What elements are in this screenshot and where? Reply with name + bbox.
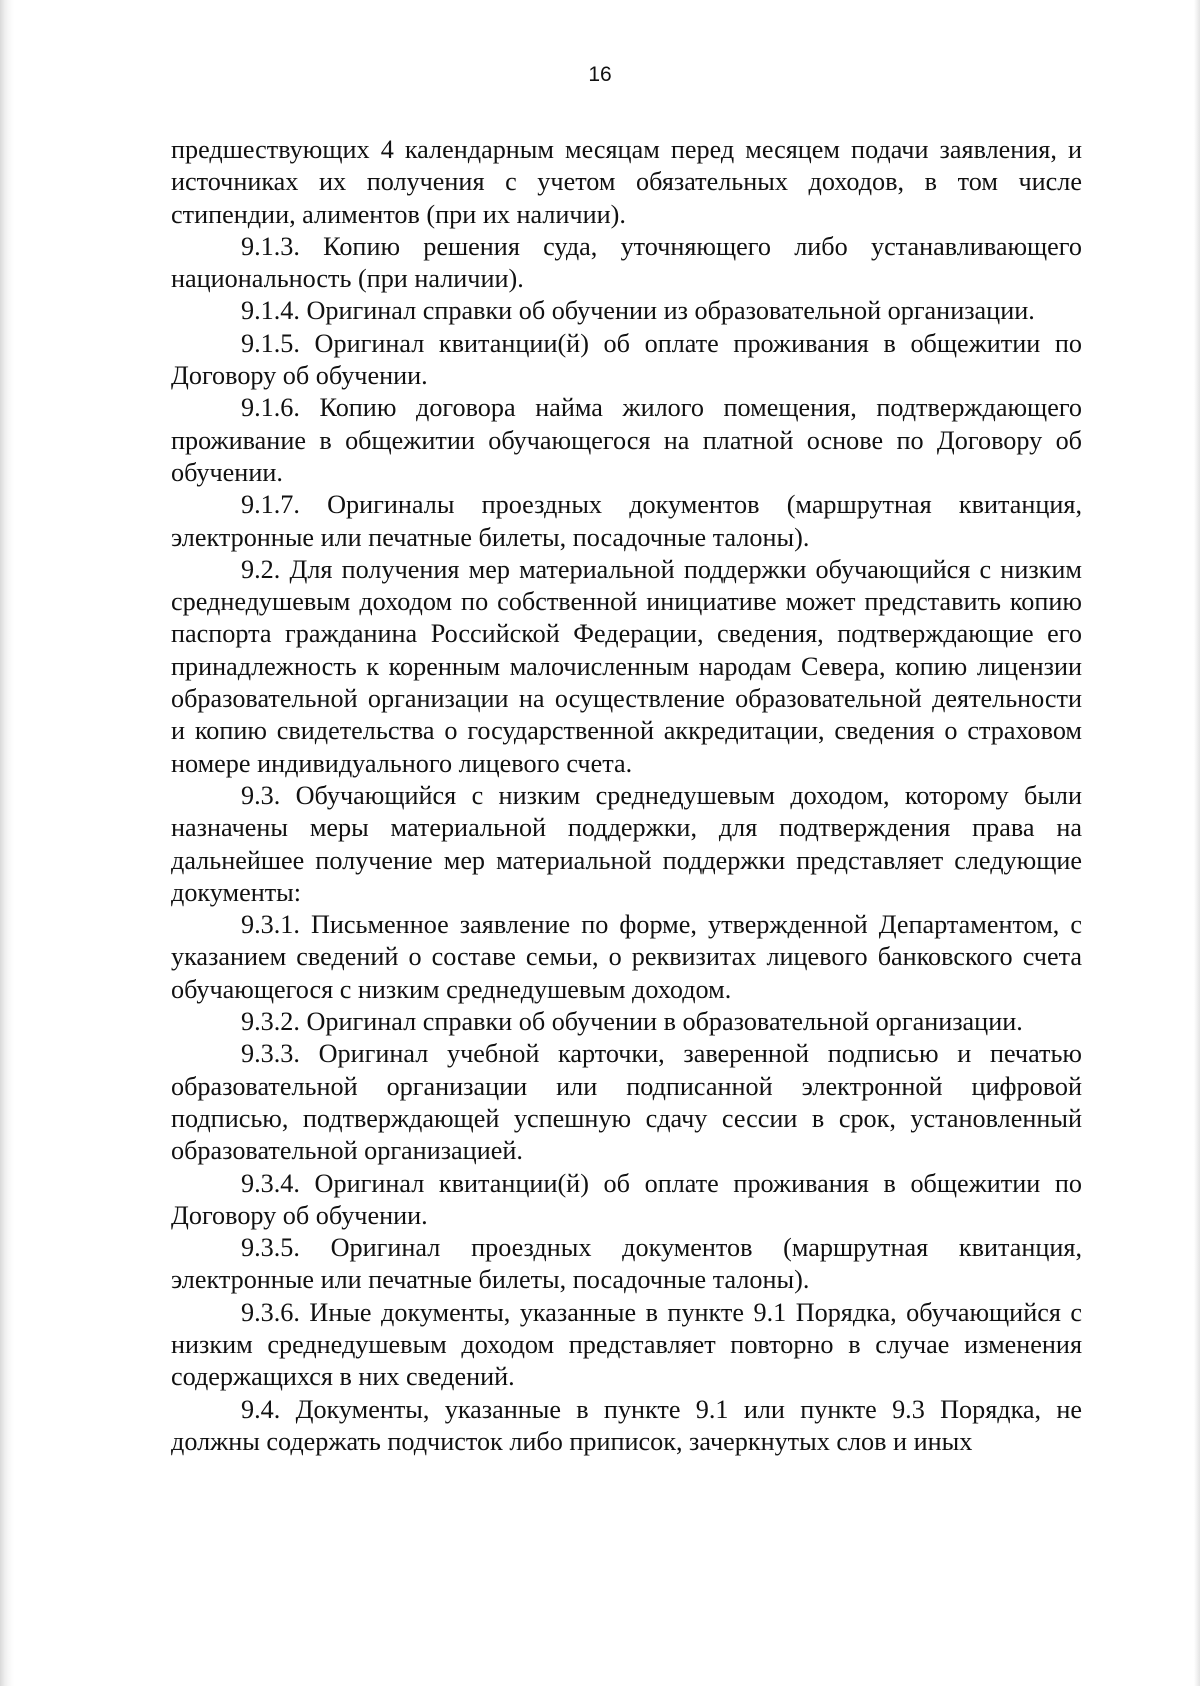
scan-edge-left <box>0 0 14 1686</box>
paragraph-9-1-6: 9.1.6. Копию договора найма жилого помещения, подтверждающего проживание в общежитии обучающегося на платной основе по Договору об обучении. <box>171 393 1082 487</box>
paragraph-9-1-5: 9.1.5. Оригинал квитанции(й) об оплате проживания в общежитии по Договору об обучении. <box>171 328 1082 391</box>
paragraph-9-3-6: 9.3.6. Иные документы, указанные в пункте 9.1 Порядка, обучающийся с низким среднедушевым доходом представляет повторно в случае изменения содержащихся в них сведений. <box>171 1297 1082 1392</box>
document-body <box>171 134 1082 1458</box>
paragraph-continuation: предшествующих 4 календарным месяцам перед месяцем подачи заявления, и источниках их получения с учетом обязательных доходов, в том числе стипендии, алиментов (при их наличии). <box>171 135 1082 229</box>
paragraph-9-3: 9.3. Обучающийся с низким среднедушевым доходом, которому были назначены меры материальной поддержки, для подтверждения права на дальнейшее получение мер материальной поддержки представляет следующие документы: <box>171 780 1082 907</box>
paragraph-9-1-3: 9.1.3. Копию решения суда, уточняющего либо устанавливающего национальность (при наличии). <box>171 231 1082 294</box>
paragraph-9-2: 9.2. Для получения мер материальной поддержки обучающийся с низким среднедушевым доходом по собственной инициативе может представить копию паспорта гражданина Российской Федерации, сведения, подтверждающие его принадлежность к коренным малочисленным народам Севера, копию лицензии образовательной организации на осуществление образовательной деятельности и копию свидетельства о государственной аккредитации, сведения о страховом номере индивидуального лицевого счета. <box>171 554 1082 778</box>
page-number: 16 <box>588 63 612 86</box>
paragraph-9-3-2: 9.3.2. Оригинал справки об обучении в образовательной организации. <box>241 1007 1023 1037</box>
paragraph-9-4: 9.4. Документы, указанные в пункте 9.1 или пункте 9.3 Порядка, не должны содержать подчисток либо приписок, зачеркнутых слов и иных <box>171 1394 1082 1456</box>
paragraph-9-1-4: 9.1.4. Оригинал справки об обучении из образовательной организации. <box>241 296 1035 326</box>
paragraph-9-3-5: 9.3.5. Оригинал проездных документов (маршрутная квитанция, электронные или печатные билеты, посадочные талоны). <box>171 1233 1082 1295</box>
paragraph-9-3-3: 9.3.3. Оригинал учебной карточки, заверенной подписью и печатью образовательной организации или подписанной электронной цифровой подписью, подтверждающей успешную сдачу сессии в срок, установленный образовательной организацией. <box>171 1039 1082 1166</box>
paragraph-9-3-1: 9.3.1. Письменное заявление по форме, утвержденной Департаментом, с указанием сведений о составе семьи, о реквизитах лицевого банковского счета обучающегося с низким среднедушевым доходом. <box>171 910 1082 1004</box>
paragraph-9-1-7: 9.1.7. Оригиналы проездных документов (маршрутная квитанция, электронные или печатные билеты, посадочные талоны). <box>171 490 1082 552</box>
scan-edge-right <box>1194 0 1200 1686</box>
paragraph-9-3-4: 9.3.4. Оригинал квитанции(й) об оплате проживания в общежитии по Договору об обучении. <box>171 1168 1082 1230</box>
